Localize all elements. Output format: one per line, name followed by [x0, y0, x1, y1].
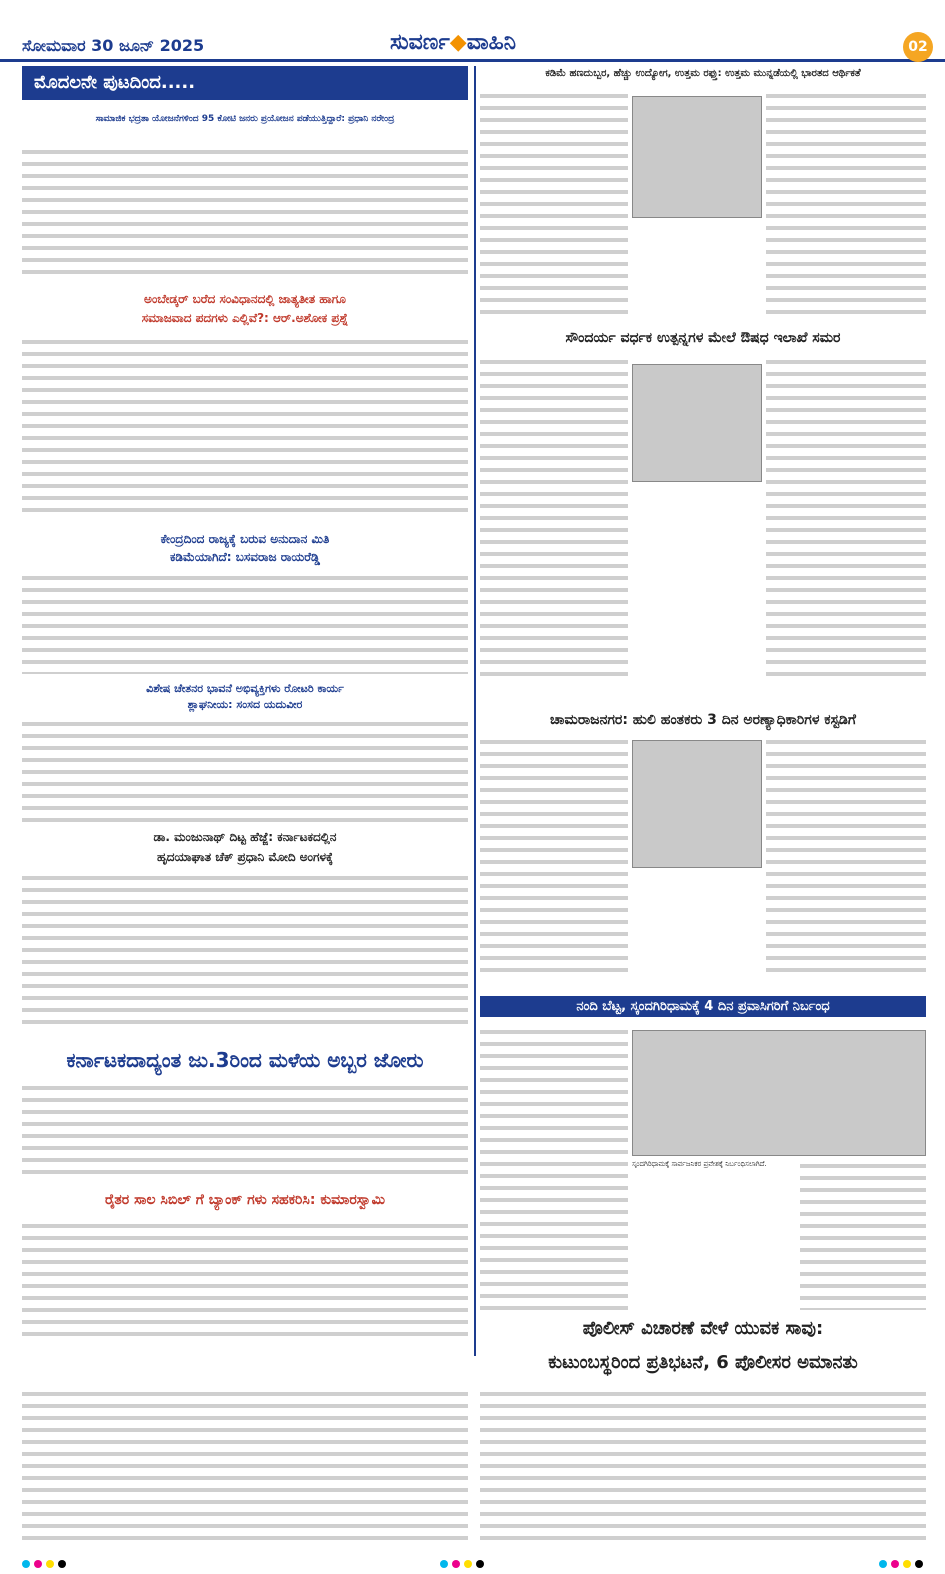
- magenta-dot: [452, 1560, 460, 1568]
- magenta-dot: [34, 1560, 42, 1568]
- story3-headline-1: ಕೇಂದ್ರದಿಂದ ರಾಜ್ಯಕ್ಕೆ ಬರುವ ಅನುದಾನ ಮಿತಿ: [160, 532, 330, 546]
- cosmetics-body-left: [480, 356, 628, 676]
- police-headline-2: ಕುಟುಂಬಸ್ಥರಿಂದ ಪ್ರತಿಭಟನೆ, 6 ಪೊಲೀಸರ ಅಮಾನತು: [548, 1352, 858, 1373]
- nandi-body-left: [480, 1026, 628, 1310]
- story3-body: [22, 572, 468, 674]
- story5-headline-2: ಹೃದಯಾಘಾತ ಚೆಕ್ ಪ್ರಧಾನಿ ಮೋದಿ ಅಂಗಳಕ್ಕೆ: [156, 850, 334, 864]
- newspaper-logo: [390, 30, 516, 55]
- economy-headline: ಕಡಿಮೆ ಹಣದುಬ್ಬರ, ಹೆಚ್ಚು ಉದ್ಯೋಗ, ಉತ್ತಮ ರಫ್ತು: ಉತ್ತಮ ಮುನ್ನಡೆಯಲ್ಲಿ ಭಾರತದ ಆರ್ಥಿಕತೆ: [545, 68, 861, 79]
- story3-headline-2: ಕಡಿಮೆಯಾಗಿದೆ: ಬಸವರಾಜ ರಾಯರೆಡ್ಡಿ: [170, 550, 320, 564]
- registration-dots-left: [22, 1560, 66, 1568]
- black-dot: [58, 1560, 66, 1568]
- yellow-dot: [903, 1560, 911, 1568]
- brand-right: ವಾಹಿನಿ: [466, 30, 516, 55]
- registration-dots-center: [440, 1560, 484, 1568]
- magenta-dot: [891, 1560, 899, 1568]
- tiger-photo: [632, 740, 762, 868]
- police-body: [480, 1388, 926, 1544]
- issue-date: ಸೋಮವಾರ 30 ಜೂನ್ 2025: [22, 36, 205, 55]
- story4-body: [22, 718, 468, 824]
- flame-icon: ◆: [449, 30, 467, 55]
- economy-photo: [632, 96, 762, 218]
- brand-left: ಸುವರ್ಣ: [390, 30, 450, 55]
- economy-body-left: [480, 90, 628, 318]
- story2-body: [22, 336, 468, 516]
- nandi-photo: [632, 1030, 926, 1156]
- masthead: [0, 0, 945, 62]
- tiger-headline: ಚಾಮರಾಜನಗರ: ಹುಲಿ ಹಂತಕರು 3 ದಿನ ಅರಣ್ಯಾಧಿಕಾರಿಗಳ ಕಸ್ಟಡಿಗೆ: [550, 712, 856, 728]
- story4-headline-2: ಶ್ಲಾಘನೀಯ: ಸಂಸದ ಯದುವೀರ: [187, 698, 303, 711]
- farmer-headline: ರೈತರ ಸಾಲ ಸಿಬಿಲ್ ಗೆ ಬ್ಯಾಂಕ್ ಗಳು ಸಹಕರಿಸಿ: ಕುಮಾರಸ್ವಾಮಿ: [104, 1192, 386, 1208]
- rain-body: [22, 1082, 468, 1174]
- story5-headline-1: ಡಾ. ಮಂಜುನಾಥ್ ದಿಟ್ಟ ಹೆಜ್ಜೆ: ಕರ್ನಾಟಕದಲ್ಲಿನ: [153, 830, 337, 844]
- story1-body: [22, 146, 468, 278]
- nandi-caption: ಸ್ಕಂದಗಿರಿಧಾಮಕ್ಕೆ ಸಾರ್ವಜನಿಕರ ಪ್ರವೇಶಕ್ಕೆ ನಿರ್ಬಂಧಿಸಲಾಗಿದೆ.: [632, 1160, 767, 1168]
- story5-body: [22, 872, 468, 1030]
- nandi-body-right: [800, 1160, 926, 1310]
- cyan-dot: [879, 1560, 887, 1568]
- farmer-body-continued: [22, 1388, 468, 1544]
- cosmetics-body-right: [766, 356, 926, 676]
- tiger-body-right: [766, 736, 926, 980]
- cyan-dot: [440, 1560, 448, 1568]
- registration-dots-right: [879, 1560, 923, 1568]
- rain-headline: ಕರ್ನಾಟಕದಾದ್ಯಂತ ಜು.3ರಿಂದ ಮಳೆಯ ಅಬ್ಬರ ಜೋರು: [66, 1048, 424, 1072]
- yellow-dot: [46, 1560, 54, 1568]
- tiger-body-left: [480, 736, 628, 980]
- story4-headline-1: ವಿಶೇಷ ಚೇತನರ ಭಾವನೆ ಅಭಿವ್ಯಕ್ತಿಗಳು ರೋಟರಿ ಕಾರ್ಯ: [146, 682, 344, 695]
- yellow-dot: [464, 1560, 472, 1568]
- story2-headline-2: ಸಮಾಜವಾದ ಪದಗಳು ಎಲ್ಲಿವೆ?: ಆರ್.ಅಶೋಕ ಪ್ರಶ್ನೆ: [141, 311, 349, 325]
- cosmetics-headline: ಸೌಂದರ್ಯ ವರ್ಧಕ ಉತ್ಪನ್ನಗಳ ಮೇಲೆ ಔಷಧ ಇಲಾಖೆ ಸಮರ: [565, 330, 841, 346]
- section-title: ಮೊದಲನೇ ಪುಟದಿಂದ.....: [22, 66, 468, 100]
- police-headline-1: ಪೊಲೀಸ್ ವಿಚಾರಣೆ ವೇಳೆ ಯುವಕ ಸಾವು:: [582, 1318, 824, 1339]
- page-number-badge: 02: [903, 32, 933, 62]
- column-divider: [474, 66, 476, 1356]
- cosmetics-photo: [632, 364, 762, 482]
- economy-body-right: [766, 90, 926, 318]
- nandi-headline: ನಂದಿ ಬೆಟ್ಟ, ಸ್ಕಂದಗಿರಿಧಾಮಕ್ಕೆ 4 ದಿನ ಪ್ರವಾಸಿಗರಿಗೆ ನಿರ್ಬಂಧ: [480, 996, 926, 1017]
- black-dot: [476, 1560, 484, 1568]
- cyan-dot: [22, 1560, 30, 1568]
- story2-headline-1: ಅಂಬೇಡ್ಕರ್ ಬರೆದ ಸಂವಿಧಾನದಲ್ಲಿ ಜಾತ್ಯತೀತ ಹಾಗೂ: [144, 292, 346, 306]
- farmer-body: [22, 1220, 468, 1342]
- black-dot: [915, 1560, 923, 1568]
- story1-headline: ಸಾಮಾಜಿಕ ಭದ್ರತಾ ಯೋಜನೆಗಳಿಂದ 95 ಕೋಟಿ ಜನರು ಪ್ರಯೋಜನ ಪಡೆಯುತ್ತಿದ್ದಾರೆ: ಪ್ರಧಾನಿ ನರೇಂದ್ರ: [95, 114, 395, 124]
